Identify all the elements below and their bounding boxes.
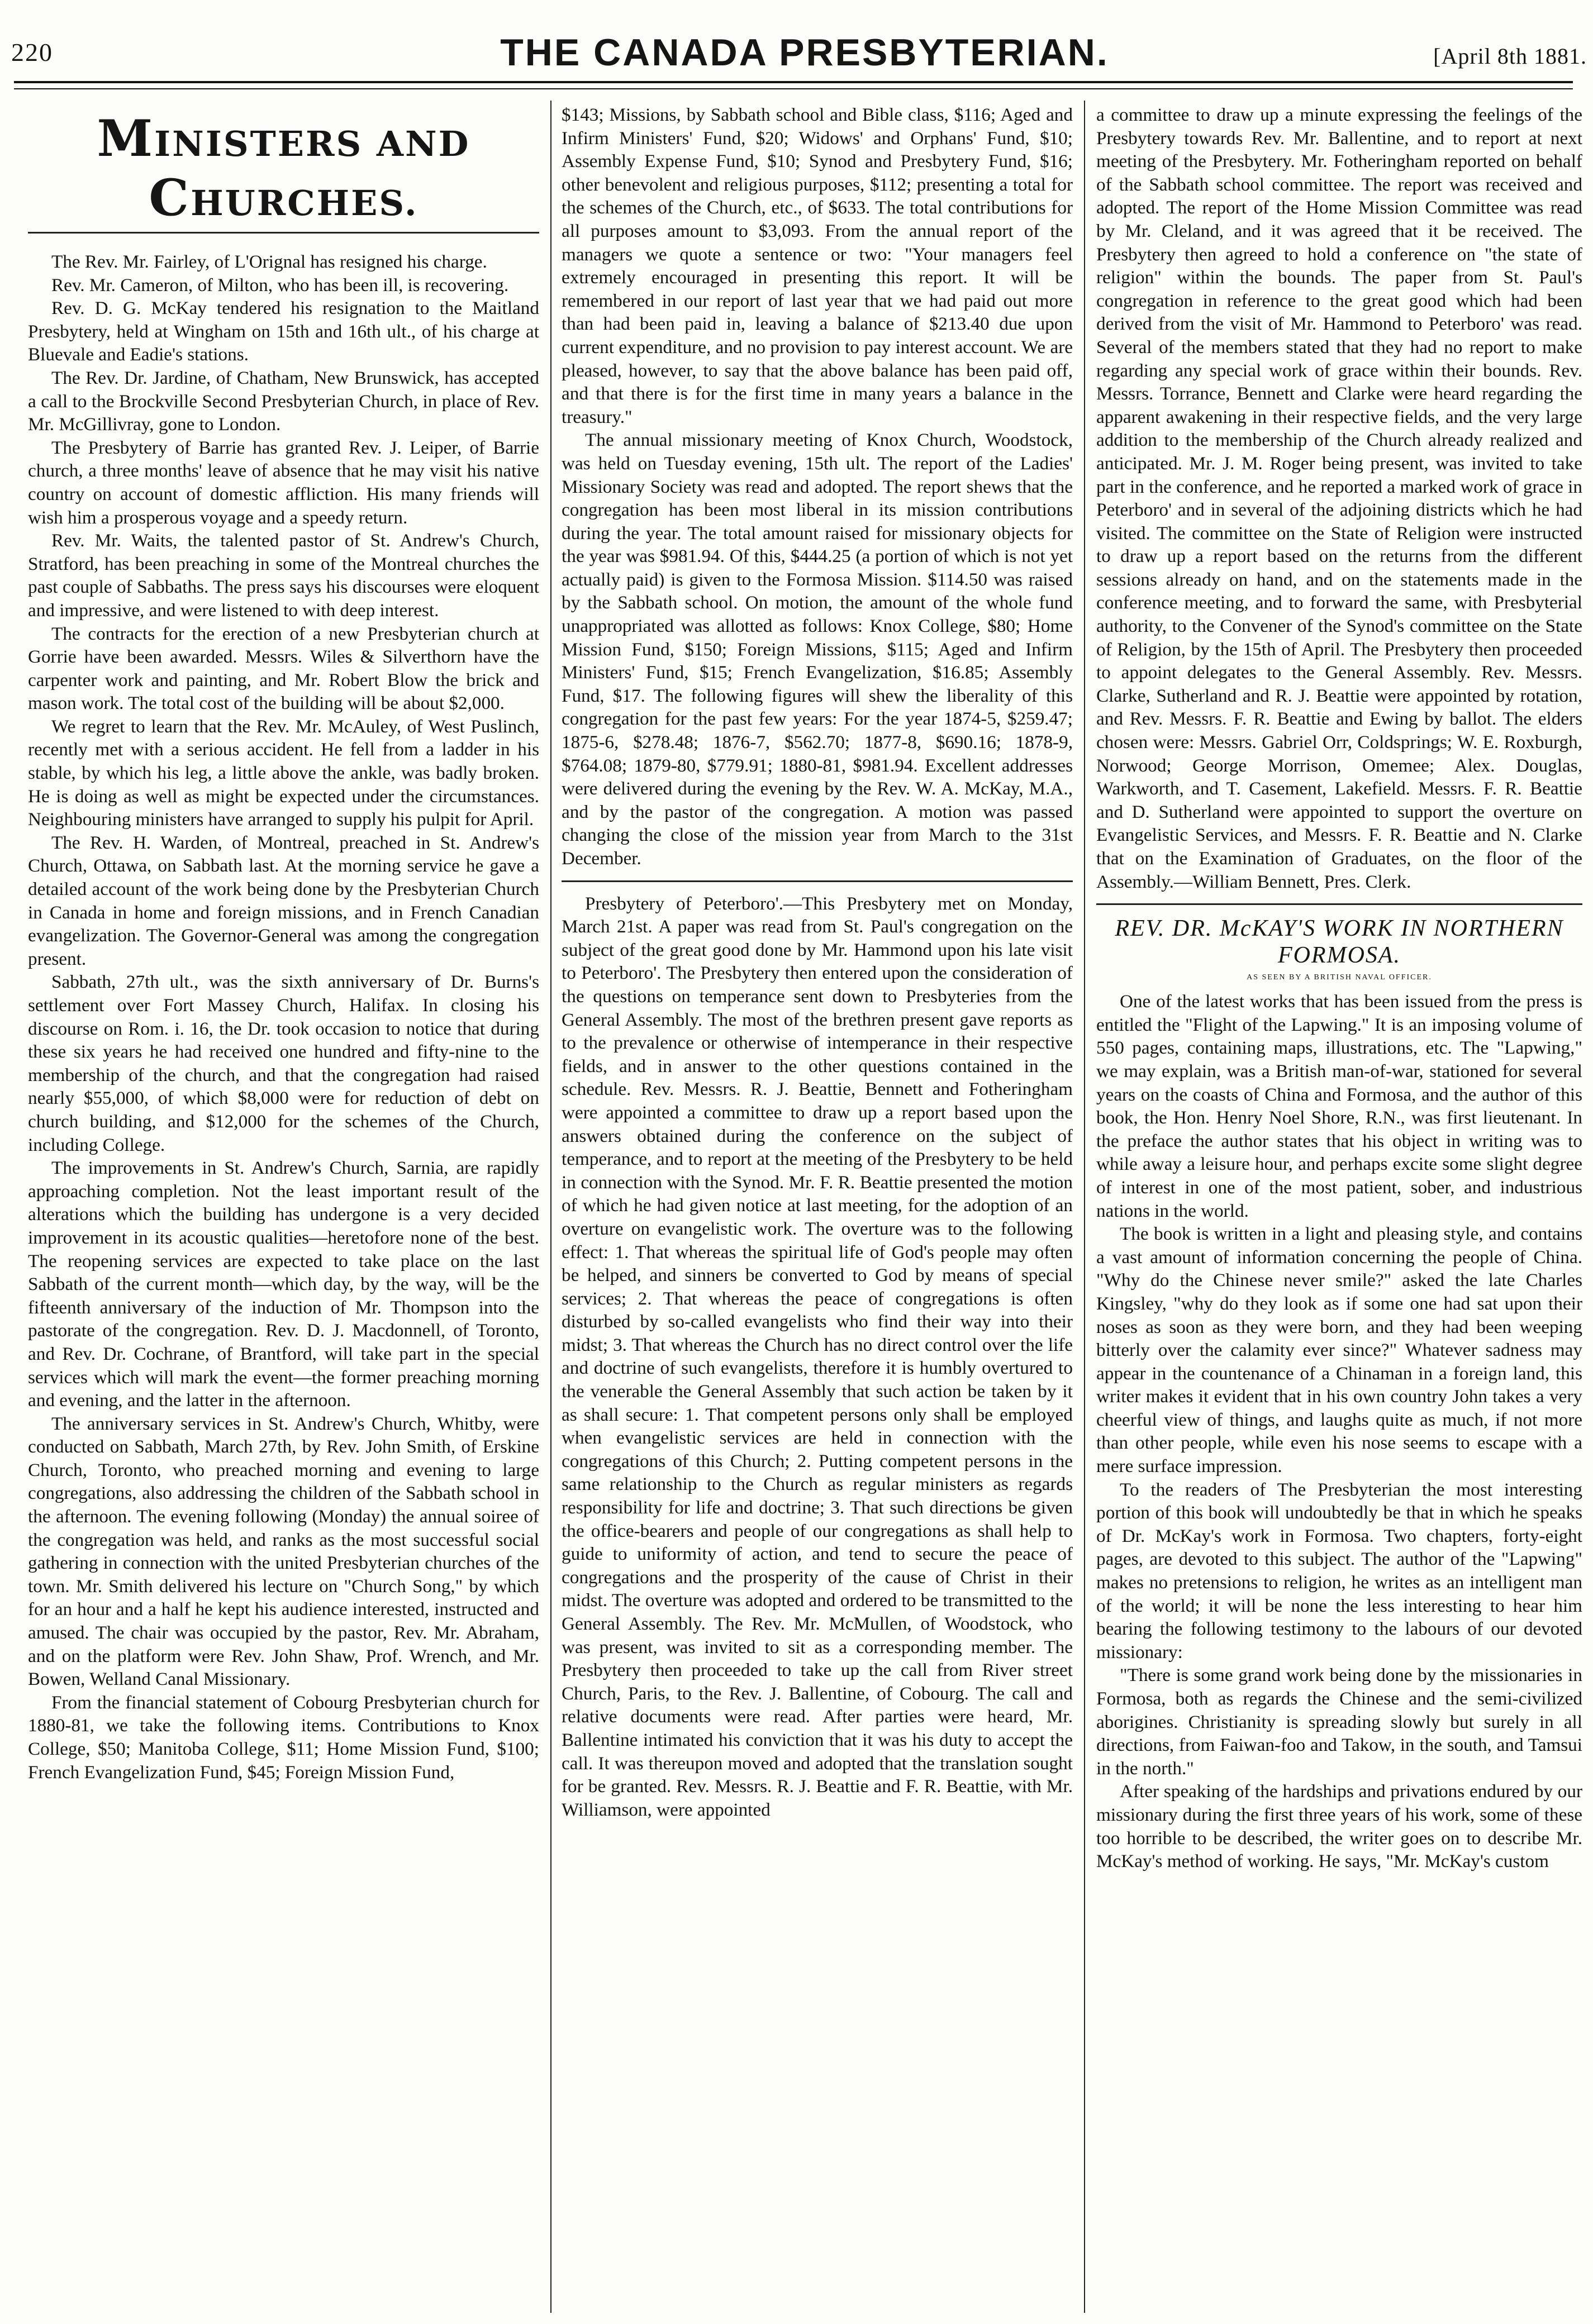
news-item: The annual missionary meeting of Knox Church, Woodstock, was held on Tuesday evening, 15th ult. The report of the Ladies' Missionary Society was read and adopted. The report shews that the congregation has been most liberal in its mission contributions during the year. The total amount raised for missionary objects for the year was $981.94. Of this, $444.25 (a portion of which is not yet actually paid) is given to the Formosa Mission. $114.50 was raised by the Sabbath school. On motion, the amount of the whole fund unappropriated was allotted as follows: Knox College, $80; Home Mission Fund, $150; Foreign Missions, $115; Aged and Infirm Ministers' Fund, $15; French Evangelization, $16.85; Assembly Fund, $17. The following figures will shew the liberality of this congregation for the past few years: For the year 1874-5, $259.47; 1875-6, $278.48; 1876-7, $562.70; 1877-8, $690.16; 1878-9, $764.08; 1879-80, $779.91; 1880-81, $981.94. Excellent addresses were delivered during the evening by the Rev. W. A. McKay, M.A., and by the pastor of the congregation. A motion was passed changing the close of the mission year from March to the 31st December. bbox=[562, 430, 1073, 869]
column-2 bbox=[562, 103, 1073, 2310]
page-header bbox=[11, 31, 1593, 75]
news-item: $143; Missions, by Sabbath school and Bible class, $116; Aged and Infirm Ministers' Fund, $20; Widows' and Orphans' Fund, $10; Assembly Expense Fund, $10; Synod and Presbytery Fund, $16; other benevolent and religious purposes, $112; presenting a total for the schemes of the Church, etc., of $633. The total contributions for all purposes amount to $3,093. From the annual report of the managers we quote a sentence or two: "Your managers feel extremely encouraged in presenting this report. It will be remembered in our report of last year that we had paid out more than had been paid in, leaving a balance of $213.40 due upon current expenditure, and no provision to pay interest account. We are pleased, however, to say that the above balance has been paid off, and that there is for the first time in many years a balance in the treasury." bbox=[562, 104, 1073, 427]
presbytery-report-continued: a committee to draw up a minute expressing the feelings of the Presbytery towards Rev. Mr. Ballentine, and to report at next meeting of the Presbytery. Mr. Fotheringham reported on behalf of the Sabbath school committee. The report was received and adopted. The report of the Home Mission Committee was read by Mr. Cleland, and it was agreed that it be received. The Presbytery then agreed to hold a conference on "the state of religion" within the bounds. The paper from St. Paul's congregation in reference to the great good which had been derived from the visit of Mr. Hammond to Peterboro' was read. Several of the members stated that they had no report to make regarding any special work of grace within their bounds. Rev. Messrs. Torrance, Bennett and Clarke were heard regarding the apparent awakening in their respective fields, and the very large addition to the membership of the Church already realized and anticipated. Mr. J. M. Roger being present, was invited to take part in the conference, and he reported a marked work of grace in Peterboro' and in several of the adjoining districts which he had visited. The committee on the State of Religion were instructed to draw up a report based on the returns from the different sessions already on hand, and on the statements made in the conference meeting, and to forward the same, with Presbyterial authority, to the Convener of the Synod's committee on the State of Religion, by the 15th of April. The Presbytery then proceeded to appoint delegates to the General Assembly. Rev. Messrs. Clarke, Sutherland and R. J. Beattie were appointed by rotation, and Rev. Messrs. F. R. Beattie and Ewing by ballot. The elders chosen were: Messrs. Gabriel Orr, Coldsprings; W. E. Roxburgh, Norwood; George Morrison, Omemee; Alex. Douglas, Warkworth, and T. Casement, Lakefield. Messrs. F. R. Beattie and D. Sutherland were appointed to support the overture on Evangelistic Services, and Messrs. F. R. Beattie and N. Clarke that on the Examination of Graduates, on the floor of the Assembly.—William Bennett, Pres. Clerk. bbox=[1096, 104, 1582, 892]
column-rule bbox=[550, 101, 551, 2313]
column-1 bbox=[28, 103, 539, 2310]
article-paragraph: The book is written in a light and pleasing style, and contains a vast amount of information concerning the people of China. "Why do the Chinese never smile?" asked the late Charles Kingsley, "why do they look as if some one had sat upon their noses as soon as they were born, and they had been weeping bitterly over the calamity ever since?" Whatever sadness may appear in the countenance of a Chinaman in a foreign land, this writer makes it evident that in his own country John takes a very cheerful view of things, and laughs quite as much, if not more than other people, while even his nose seems to escape with a mere surface impression. bbox=[1096, 1223, 1582, 1477]
article-quote: "There is some grand work being done by the missionaries in Formosa, both as regards the Chinese and the semi-civilized aborigines. Christianity is spreading slowly but surely in all directions, from Faiwan-foo and Takow, in the south, and Tamsui in the north." bbox=[1096, 1665, 1582, 1779]
article-paragraph: After speaking of the hardships and privations endured by our missionary during the first three years of his work, some of these too horrible to be described, the writer goes on to describe Mr. McKay's method of working. He says, "Mr. McKay's custom bbox=[1096, 1781, 1582, 1872]
news-item: From the financial statement of Cobourg Presbyterian church for 1880-81, we take the following items. Contributions to Knox College, $50; Manitoba College, $11; Home Mission Fund, $100; French Evangelization Fund, $45; Foreign Mission Fund, bbox=[28, 1692, 539, 1783]
article-divider bbox=[562, 880, 1073, 882]
section-heading: MINISTERS AND CHURCHES. bbox=[28, 109, 539, 234]
issue-date: [April 8th 1881. bbox=[1433, 44, 1587, 69]
news-item: The contracts for the erection of a new Presbyterian church at Gorrie have been awarded. Messrs. Wiles & Silverthorn have the carpenter work and painting, and Mr. Robert Blow the brick and mason work. The total cost of the building will be about $2,000. bbox=[28, 623, 539, 714]
article-subtitle: AS SEEN BY A BRITISH NAVAL OFFICER. bbox=[1247, 973, 1432, 982]
news-item: The Rev. Dr. Jardine, of Chatham, New Brunswick, has accepted a call to the Brockville Second Presbyterian Church, in place of Rev. Mr. McGillivray, gone to London. bbox=[28, 367, 539, 435]
article-divider bbox=[1096, 903, 1582, 905]
news-item: The improvements in St. Andrew's Church, Sarnia, are rapidly approaching completion. Not the least important result of the alterations which the building has undergone is a very decided improvement in its acoustic qualities—heretofore none of the best. The reopening services are expected to take place on the last Sabbath of the current month—which day, by the way, will be the fifteenth anniversary of the induction of Mr. Thompson into the pastorate of the congregation. Rev. D. J. Macdonnell, of Toronto, and Rev. Dr. Cochrane, of Brantford, will take part in the special services which will mark the event—the former preaching morning and evening, and the latter in the afternoon. bbox=[28, 1158, 539, 1411]
news-item: The anniversary services in St. Andrew's Church, Whitby, were conducted on Sabbath, March 27th, by Rev. John Smith, of Erskine Church, Toronto, who preached morning and evening to large congregations, also addressing the children of the Sabbath school in the afternoon. The evening following (Monday) the annual soiree of the congregation was held, and ranks as the most successful social gathering in connection with the united Presbyterian churches of the town. Mr. Smith delivered his lecture on "Church Song," by which for an hour and a half he kept his audience interested, instructed and amused. The chair was occupied by the pastor, Rev. Mr. Abraham, and on the platform were Rev. John Shaw, Prof. Wrench, and Mr. Bowen, Welland Canal Missionary. bbox=[28, 1413, 539, 1690]
column-3 bbox=[1096, 103, 1582, 2310]
article-paragraph: One of the latest works that has been issued from the press is entitled the "Flight of the Lapwing." It is an imposing volume of 550 pages, containing maps, illustrations, etc. The "Lapwing," we may explain, was a British man-of-war, stationed for several years on the coasts of China and Formosa, and the author of this book, the Hon. Henry Noel Shore, R.N., was first lieutenant. In the preface the author states that his object in writing was to while away a leisure hour, and perhaps excite some slight degree of interest in one of the most patient, sober, and industrious nations in the world. bbox=[1096, 991, 1582, 1221]
news-item: Rev. Mr. Waits, the talented pastor of St. Andrew's Church, Stratford, has been preaching in some of the Montreal churches the past couple of Sabbaths. The press says his discourses were eloquent and impressive, and were listened to with deep interest. bbox=[28, 530, 539, 621]
presbytery-report: Presbytery of Peterboro'.—This Presbytery met on Monday, March 21st. A paper was read from St. Paul's congregation on the subject of the great good done by Mr. Hammond upon his late visit to Peterboro'. The Presbytery then entered upon the consideration of the questions on temperance sent down to Presbyteries from the General Assembly. The most of the brethren present gave reports as to the prevalence or otherwise of intemperance in their respective fields, and in answer to the other questions contained in the schedule. Rev. Messrs. R. J. Beattie, Bennett and Fotheringham were appointed a committee to draw up a report based upon the answers obtained during the conference on the subject of temperance, and to report at the meeting of the Presbytery to be held in connection with the Synod. Mr. F. R. Beattie presented the motion of which he had given notice at last meeting, for the adoption of an overture on evangelistic work. The overture was to the following effect: 1. That whereas the spiritual life of God's people may often be helped, and sinners be converted to God by means of special services; 2. That whereas the peace of congregations is often disturbed by so-called evangelists who find their way into their midst; 3. That whereas the Church has no direct control over the life and doctrine of such evangelists, therefore it is humbly overtured to the venerable the General Assembly that such action be taken by it as shall secure: 1. That competent persons only shall be employed when evangelistic services are held in connection with the congregations of this Church; 2. Putting competent persons in the same relationship to the Church as regular ministers as regards responsibility for life and doctrine; 3. That such directions be given the office-bearers and people of our congregations as shall help to guide to uniformity of action, and tend to secure the peace of congregations and the prosperity of the cause of Christ in their midst. The overture was adopted and ordered to be transmitted to the General Assembly. The Rev. Mr. McMullen, of Woodstock, who was present, was invited to sit as a corresponding member. The Presbytery then proceeded to take up the call from River street Church, Paris, to the Rev. J. Ballentine, of Cobourg. The call and relative documents were read. After parties were heard, Mr. Ballentine intimated his conviction that it was his duty to accept the call. It was thereupon moved and adopted that the translation sought for be granted. Rev. Messrs. R. J. Beattie and F. R. Beattie, with Mr. Williamson, were appointed bbox=[562, 893, 1073, 1820]
header-rule-thin bbox=[14, 88, 1573, 89]
news-item: Sabbath, 27th ult., was the sixth anniversary of Dr. Burns's settlement over Fort Massey Church, Halifax. In closing his discourse on Rom. i. 16, the Dr. took occasion to notice that during these six years he had received one hundred and fifty-nine to the membership of the church, and that the congregation had raised nearly $55,000, of which $8,000 were for reduction of debt on church building, and $12,000 for the schemes of the Church, including College. bbox=[28, 971, 539, 1155]
header-rule bbox=[14, 81, 1573, 83]
article-paragraph: To the readers of The Presbyterian the most interesting portion of this book will undoubtedly be that in which he speaks of Dr. McKay's work in Formosa. Two chapters, forty-eight pages, are devoted to this subject. The author of the "Lapwing" makes no pretensions to religion, he writes as an intelligent man of the world; it will be none the less interesting to hear him bearing the following testimony to the labours of our devoted missionary: bbox=[1096, 1479, 1582, 1663]
newspaper-title: THE CANADA PRESBYTERIAN. bbox=[500, 31, 1109, 74]
article-title: REV. DR. McKAY'S WORK IN NORTHERN FORMOSA. bbox=[1115, 916, 1564, 969]
news-item: Rev. D. G. McKay tendered his resignation to the Maitland Presbytery, held at Wingham on 15th and 16th ult., of his charge at Bluevale and Eadie's stations. bbox=[28, 298, 539, 365]
news-item: We regret to learn that the Rev. Mr. McAuley, of West Puslinch, recently met with a serious accident. He fell from a ladder in his stable, by which his leg, a little above the ankle, was badly broken. He is doing as well as might be expected under the circumstances. Neighbouring ministers have arranged to supply his pulpit for April. bbox=[28, 716, 539, 830]
page-number: 220 bbox=[11, 38, 53, 66]
news-item: The Rev. H. Warden, of Montreal, preached in St. Andrew's Church, Ottawa, on Sabbath last. At the morning service he gave a detailed account of the work being done by the Presbyterian Church in Canada in home and foreign missions, and in French Canadian evangelization. The Governor-General was among the congregation present. bbox=[28, 832, 539, 969]
news-item: Rev. Mr. Cameron, of Milton, who has been ill, is recovering. bbox=[51, 274, 509, 296]
column-rule bbox=[1084, 101, 1085, 2313]
news-item: The Rev. Mr. Fairley, of L'Orignal has resigned his charge. bbox=[51, 251, 487, 272]
news-item: The Presbytery of Barrie has granted Rev. J. Leiper, of Barrie church, a three months' leave of absence that he may visit his native country on account of domestic affliction. His many friends will wish him a prosperous voyage and a speedy return. bbox=[28, 437, 539, 528]
